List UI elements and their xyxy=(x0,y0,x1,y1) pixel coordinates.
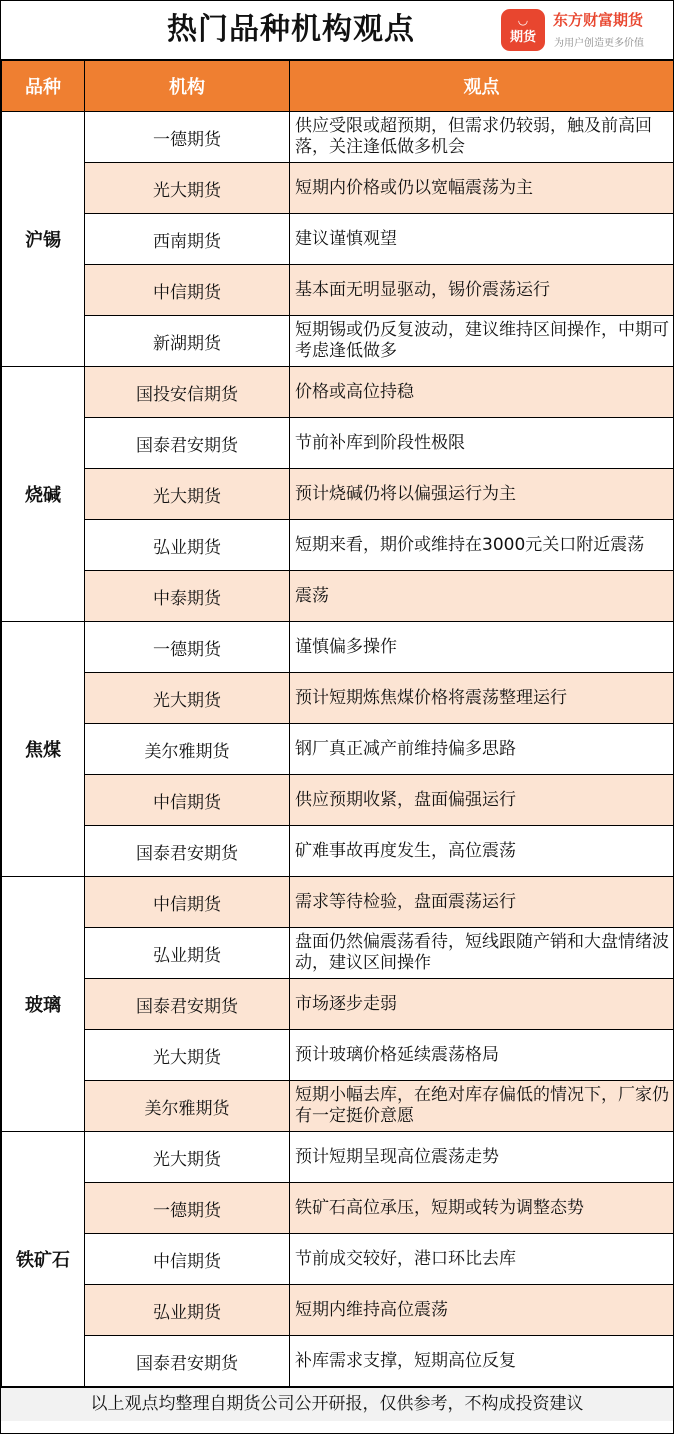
table-row xyxy=(2,622,674,673)
table-row xyxy=(2,112,674,163)
org-cell: 一德期货 xyxy=(85,622,290,673)
org-cell: 美尔雅期货 xyxy=(85,724,290,775)
logo-slogan: 为用户创造更多价值 xyxy=(554,38,644,49)
disclaimer-footer: 以上观点均整理自期货公司公开研报，仅供参考，不构成投资建议 xyxy=(1,1387,673,1421)
table-row xyxy=(2,571,674,622)
title-bar xyxy=(1,1,673,60)
table-row xyxy=(2,1081,674,1132)
view-cell: 震荡 xyxy=(290,571,674,622)
view-cell: 供应受限或超预期，但需求仍较弱，触及前高回落，关注逢低做多机会 xyxy=(290,112,674,163)
org-cell: 光大期货 xyxy=(85,1132,290,1183)
view-cell: 预计烧碱仍将以偏强运行为主 xyxy=(290,469,674,520)
org-cell: 一德期货 xyxy=(85,112,290,163)
page-title: 热门品种机构观点 xyxy=(167,12,415,47)
view-cell: 钢厂真正减产前维持偏多思路 xyxy=(290,724,674,775)
header-org: 机构 xyxy=(85,61,290,112)
variety-cell: 玻璃 xyxy=(2,877,85,1132)
table-row xyxy=(2,979,674,1030)
header-variety: 品种 xyxy=(2,61,85,112)
table-row xyxy=(2,673,674,724)
table-row xyxy=(2,928,674,979)
view-cell: 短期内价格或仍以宽幅震荡为主 xyxy=(290,163,674,214)
org-cell: 中信期货 xyxy=(85,877,290,928)
logo-name: 东方财富期货 xyxy=(553,11,644,29)
table-row xyxy=(2,367,674,418)
table-row xyxy=(2,1336,674,1387)
view-cell: 需求等待检验，盘面震荡运行 xyxy=(290,877,674,928)
view-cell: 预计短期呈现高位震荡走势 xyxy=(290,1132,674,1183)
org-cell: 国泰君安期货 xyxy=(85,979,290,1030)
variety-cell: 铁矿石 xyxy=(2,1132,85,1387)
brand-logo xyxy=(501,7,671,53)
org-cell: 国泰君安期货 xyxy=(85,418,290,469)
org-cell: 弘业期货 xyxy=(85,928,290,979)
view-cell: 补库需求支撑，短期高位反复 xyxy=(290,1336,674,1387)
variety-cell: 焦煤 xyxy=(2,622,85,877)
smile-icon: ◡ xyxy=(517,13,529,27)
org-cell: 光大期货 xyxy=(85,163,290,214)
org-cell: 新湖期货 xyxy=(85,316,290,367)
view-cell: 盘面仍然偏震荡看待，短线跟随产销和大盘情绪波动，建议区间操作 xyxy=(290,928,674,979)
org-cell: 一德期货 xyxy=(85,1183,290,1234)
logo-icon xyxy=(501,9,545,51)
table-row xyxy=(2,316,674,367)
table-row xyxy=(2,826,674,877)
org-cell: 中信期货 xyxy=(85,265,290,316)
org-cell: 光大期货 xyxy=(85,673,290,724)
view-cell: 基本面无明显驱动，锡价震荡运行 xyxy=(290,265,674,316)
view-cell: 供应预期收紧，盘面偏强运行 xyxy=(290,775,674,826)
view-cell: 短期锡或仍反复波动，建议维持区间操作，中期可考虑逢低做多 xyxy=(290,316,674,367)
org-cell: 国泰君安期货 xyxy=(85,1336,290,1387)
table-row xyxy=(2,724,674,775)
org-cell: 中信期货 xyxy=(85,1234,290,1285)
org-cell: 美尔雅期货 xyxy=(85,1081,290,1132)
org-cell: 国投安信期货 xyxy=(85,367,290,418)
header-view: 观点 xyxy=(290,61,674,112)
view-cell: 市场逐步走弱 xyxy=(290,979,674,1030)
view-cell: 节前成交较好，港口环比去库 xyxy=(290,1234,674,1285)
table-row xyxy=(2,1285,674,1336)
table-row xyxy=(2,163,674,214)
view-cell: 短期来看，期价或维持在3000元关口附近震荡 xyxy=(290,520,674,571)
org-cell: 国泰君安期货 xyxy=(85,826,290,877)
table-row xyxy=(2,469,674,520)
logo-icon-text: 期货 xyxy=(509,30,536,45)
view-cell: 铁矿石高位承压，短期或转为调整态势 xyxy=(290,1183,674,1234)
table-row xyxy=(2,1183,674,1234)
view-cell: 价格或高位持稳 xyxy=(290,367,674,418)
table-row xyxy=(2,1132,674,1183)
view-cell: 短期小幅去库，在绝对库存偏低的情况下，厂家仍有一定挺价意愿 xyxy=(290,1081,674,1132)
view-cell: 预计短期炼焦煤价格将震荡整理运行 xyxy=(290,673,674,724)
variety-cell: 沪锡 xyxy=(2,112,85,367)
table-body xyxy=(2,112,674,1387)
variety-cell: 烧碱 xyxy=(2,367,85,622)
table-row xyxy=(2,1030,674,1081)
table-row xyxy=(2,418,674,469)
view-cell: 矿难事故再度发生，高位震荡 xyxy=(290,826,674,877)
table-header-row xyxy=(2,61,674,112)
org-cell: 光大期货 xyxy=(85,469,290,520)
view-cell: 建议谨慎观望 xyxy=(290,214,674,265)
table-row xyxy=(2,1234,674,1285)
org-cell: 弘业期货 xyxy=(85,520,290,571)
org-cell: 弘业期货 xyxy=(85,1285,290,1336)
table-row xyxy=(2,520,674,571)
view-cell: 谨慎偏多操作 xyxy=(290,622,674,673)
org-cell: 西南期货 xyxy=(85,214,290,265)
org-cell: 中信期货 xyxy=(85,775,290,826)
view-cell: 节前补库到阶段性极限 xyxy=(290,418,674,469)
table-row xyxy=(2,265,674,316)
opinion-table xyxy=(1,60,674,1387)
table-row xyxy=(2,775,674,826)
view-cell: 短期内维持高位震荡 xyxy=(290,1285,674,1336)
view-cell: 预计玻璃价格延续震荡格局 xyxy=(290,1030,674,1081)
table-row xyxy=(2,214,674,265)
org-cell: 中泰期货 xyxy=(85,571,290,622)
org-cell: 光大期货 xyxy=(85,1030,290,1081)
table-row xyxy=(2,877,674,928)
